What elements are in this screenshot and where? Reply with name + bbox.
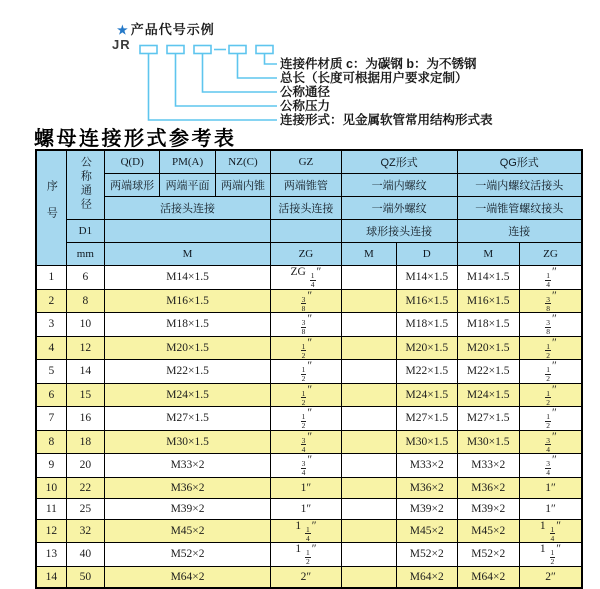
fraction: $\frac{3}{8}$ <box>546 294 550 313</box>
cell-m: M24×1.5 <box>104 383 270 407</box>
table-row <box>36 543 582 567</box>
cell-dn: 14 <box>66 360 104 384</box>
cell-dn: 8 <box>66 289 104 313</box>
cell-qg-zg: $\frac{3}{8}$ ″ <box>519 289 582 313</box>
header-gz-sub: 两端锥管 <box>271 174 342 197</box>
cell-seq: 11 <box>36 498 66 519</box>
code-box-2 <box>167 46 184 54</box>
fraction: $\frac{3}{8}$ <box>301 318 306 336</box>
fraction: $\frac{1}{2}$ <box>546 388 550 407</box>
header-d1: D1 <box>66 220 104 243</box>
table-row <box>36 266 582 290</box>
cell-qg-zg: $\frac{1}{2}$ ″ <box>519 407 582 431</box>
cell-qg-m: M24×1.5 <box>457 383 519 407</box>
cell-qg-m: M18×1.5 <box>457 313 519 337</box>
fraction: $\frac{3}{4}$ <box>546 459 550 477</box>
fraction: $\frac{1}{2}$ <box>550 548 555 566</box>
header-empty-m <box>104 220 270 243</box>
star-icon: ★ <box>117 23 129 37</box>
header-gz: GZ <box>271 150 342 174</box>
fraction: $\frac{1}{4}$ <box>310 271 315 289</box>
fraction: $\frac{1}{4}$ <box>550 524 555 543</box>
header-nominal-diameter <box>66 150 104 220</box>
cell-qg-zg: $\frac{1}{2}$ ″ <box>519 383 582 407</box>
header-zg: ZG <box>271 243 342 266</box>
table-row <box>36 407 582 431</box>
cell-zg: 1″ <box>271 498 342 519</box>
cell-m: M30×1.5 <box>104 430 270 454</box>
cell-qz-m <box>341 336 396 360</box>
fraction: $\frac{3}{4}$ <box>301 435 306 454</box>
cell-dn: 6 <box>66 266 104 290</box>
cell-qz-d: M39×2 <box>397 498 457 519</box>
header-pm: PM(A) <box>160 150 215 174</box>
cell-qg-zg: 1 $\frac{1}{4}$ ″ <box>519 519 582 543</box>
header-qg-sub1: 一端内螺纹活接头 <box>457 174 582 197</box>
leader-line-4 <box>176 54 278 107</box>
cell-qg-m: M33×2 <box>457 454 519 478</box>
header-seq <box>36 150 66 266</box>
cell-seq: 14 <box>36 566 66 588</box>
header-nominal-diameter-text: 公称通径 <box>79 155 92 212</box>
cell-m: M64×2 <box>104 566 270 588</box>
header-qg-sub2: 一端锥管螺纹接头 <box>457 197 582 220</box>
table-row <box>36 383 582 407</box>
header-q: Q(D) <box>104 150 159 174</box>
cell-qz-m <box>341 383 396 407</box>
cell-m: M14×1.5 <box>104 266 270 290</box>
fraction: $\frac{1}{2}$ <box>301 388 306 407</box>
cell-zg: $\frac{3}{8}$ ″ <box>271 289 342 313</box>
leader-line-5 <box>149 54 278 121</box>
cell-seq: 10 <box>36 477 66 498</box>
header-qz-sub1: 一端内螺纹 <box>341 174 457 197</box>
cell-qz-d: M14×1.5 <box>397 266 457 290</box>
header-empty-gz <box>271 220 342 243</box>
cell-qg-zg: $\frac{3}{4}$ ″ <box>519 430 582 454</box>
label-nominal-diameter: 公称通径 <box>280 84 331 99</box>
cell-dn: 50 <box>66 566 104 588</box>
header-nz-sub: 两端内锥 <box>215 174 270 197</box>
nut-connection-reference-table <box>35 149 583 589</box>
header-qz-m: M <box>341 243 396 266</box>
label-connection-form: 连接形式：见金属软管常用结构形式表 <box>280 112 493 127</box>
cell-zg: $\frac{1}{2}$ ″ <box>271 336 342 360</box>
header-qg-zg: ZG <box>519 243 582 266</box>
table-row <box>36 566 582 588</box>
cell-qg-zg: $\frac{3}{4}$ ″ <box>519 454 582 478</box>
cell-dn: 10 <box>66 313 104 337</box>
header-row-3 <box>36 197 582 220</box>
header-pm-sub: 两端平面 <box>160 174 215 197</box>
cell-zg: $\frac{1}{2}$ ″ <box>271 383 342 407</box>
fraction: $\frac{1}{4}$ <box>305 524 310 543</box>
cell-m: M18×1.5 <box>104 313 270 337</box>
cell-qz-m <box>341 266 396 290</box>
cell-qz-d: M45×2 <box>397 519 457 543</box>
cell-m: M20×1.5 <box>104 336 270 360</box>
cell-m: M16×1.5 <box>104 289 270 313</box>
leader-line-3 <box>203 54 278 93</box>
cell-seq: 12 <box>36 519 66 543</box>
cell-dn: 12 <box>66 336 104 360</box>
cell-qz-d: M52×2 <box>397 543 457 567</box>
cell-seq: 3 <box>36 313 66 337</box>
cell-seq: 9 <box>36 454 66 478</box>
code-box-4 <box>229 46 246 54</box>
cell-qg-zg: $\frac{1}{2}$ ″ <box>519 360 582 384</box>
header-qz-d: D <box>397 243 457 266</box>
cell-qg-zg: $\frac{3}{8}$ ″ <box>519 313 582 337</box>
cell-zg: $\frac{1}{2}$ ″ <box>271 360 342 384</box>
label-total-length: 总长（长度可根据用户要求定制） <box>280 70 468 85</box>
cell-seq: 8 <box>36 430 66 454</box>
fraction: $\frac{1}{2}$ <box>546 341 550 360</box>
cell-qz-m <box>341 289 396 313</box>
cell-qz-d: M33×2 <box>397 454 457 478</box>
cell-qg-zg: $\frac{1}{4}$ ″ <box>519 266 582 290</box>
header-qz-sub2: 一端外螺纹 <box>341 197 457 220</box>
cell-qz-d: M24×1.5 <box>397 383 457 407</box>
code-box-5 <box>256 46 273 54</box>
fraction: $\frac{3}{8}$ <box>301 294 306 313</box>
cell-qg-m: M45×2 <box>457 519 519 543</box>
cell-qg-zg: $\frac{1}{2}$ ″ <box>519 336 582 360</box>
fraction: $\frac{1}{2}$ <box>301 365 306 383</box>
cell-qz-d: M22×1.5 <box>397 360 457 384</box>
cell-m: M27×1.5 <box>104 407 270 431</box>
cell-zg: $\frac{1}{2}$ ″ <box>271 407 342 431</box>
header-row-1 <box>36 150 582 174</box>
table-row <box>36 336 582 360</box>
label-nominal-pressure: 公称压力 <box>280 98 331 113</box>
header-row-5 <box>36 243 582 266</box>
cell-m: M33×2 <box>104 454 270 478</box>
table-title: 螺母连接形式参考表 <box>34 128 237 150</box>
cell-zg: $\frac{3}{8}$ ″ <box>271 313 342 337</box>
cell-dn: 18 <box>66 430 104 454</box>
cell-qg-m: M30×1.5 <box>457 430 519 454</box>
header-row-4 <box>36 220 582 243</box>
label-connector-material: 连接件材质 c：为碳钢 b：为不锈钢 <box>280 56 477 71</box>
table-body <box>36 266 582 588</box>
table-row <box>36 289 582 313</box>
header-m: M <box>104 243 270 266</box>
header-qg-form: QG形式 <box>457 150 582 174</box>
cell-qz-d: M20×1.5 <box>397 336 457 360</box>
table-row <box>36 477 582 498</box>
cell-qz-d: M27×1.5 <box>397 407 457 431</box>
cell-qz-d: M30×1.5 <box>397 430 457 454</box>
cell-qz-m <box>341 566 396 588</box>
fraction: $\frac{3}{4}$ <box>301 459 306 477</box>
cell-qz-m <box>341 519 396 543</box>
cell-qz-m <box>341 360 396 384</box>
cell-qg-zg: 2″ <box>519 566 582 588</box>
fraction: $\frac{3}{8}$ <box>546 318 550 336</box>
cell-qg-m: M39×2 <box>457 498 519 519</box>
cell-m: M39×2 <box>104 498 270 519</box>
cell-dn: 40 <box>66 543 104 567</box>
cell-dn: 22 <box>66 477 104 498</box>
code-box-3 <box>194 46 211 54</box>
cell-qz-m <box>341 430 396 454</box>
cell-seq: 2 <box>36 289 66 313</box>
fraction: $\frac{1}{2}$ <box>546 365 550 383</box>
cell-qg-m: M20×1.5 <box>457 336 519 360</box>
cell-qg-m: M14×1.5 <box>457 266 519 290</box>
cell-m: M45×2 <box>104 519 270 543</box>
cell-qg-m: M22×1.5 <box>457 360 519 384</box>
header-qz-form: QZ形式 <box>341 150 457 174</box>
cell-m: M52×2 <box>104 543 270 567</box>
cell-qz-d: M36×2 <box>397 477 457 498</box>
header-qg-sub3: 连接 <box>457 220 582 243</box>
cell-zg: 1″ <box>271 477 342 498</box>
header-q-sub: 两端球形 <box>104 174 159 197</box>
cell-qz-m <box>341 407 396 431</box>
cell-dn: 32 <box>66 519 104 543</box>
header-seq-text: 序号 <box>45 179 58 234</box>
header-union-connect: 活接头连接 <box>104 197 270 220</box>
leader-line-2 <box>238 54 278 79</box>
cell-qg-m: M36×2 <box>457 477 519 498</box>
cell-dn: 16 <box>66 407 104 431</box>
cell-qz-m <box>341 477 396 498</box>
cell-qz-m <box>341 498 396 519</box>
cell-dn: 25 <box>66 498 104 519</box>
table-row <box>36 430 582 454</box>
cell-m: M22×1.5 <box>104 360 270 384</box>
cell-seq: 6 <box>36 383 66 407</box>
cell-qg-m: M64×2 <box>457 566 519 588</box>
cell-qg-m: M16×1.5 <box>457 289 519 313</box>
cell-dn: 20 <box>66 454 104 478</box>
product-code-example-text: 产品代号示例 <box>130 22 215 37</box>
cell-seq: 7 <box>36 407 66 431</box>
cell-qg-zg: 1″ <box>519 498 582 519</box>
table-row <box>36 313 582 337</box>
header-row-2 <box>36 174 582 197</box>
cell-dn: 15 <box>66 383 104 407</box>
cell-seq: 13 <box>36 543 66 567</box>
code-box-1 <box>140 46 157 54</box>
header-gz-union-connect: 活接头连接 <box>271 197 342 220</box>
leader-line-1 <box>265 54 278 65</box>
fraction: $\frac{3}{4}$ <box>546 435 550 454</box>
cell-qg-zg: 1 $\frac{1}{2}$ ″ <box>519 543 582 567</box>
cell-seq: 5 <box>36 360 66 384</box>
header-qg-m: M <box>457 243 519 266</box>
cell-qz-m <box>341 543 396 567</box>
cell-zg: ZG $\frac{1}{4}$ ″ <box>271 266 342 290</box>
table-row <box>36 498 582 519</box>
cell-qz-d: M16×1.5 <box>397 289 457 313</box>
cell-m: M36×2 <box>104 477 270 498</box>
cell-qz-m <box>341 454 396 478</box>
fraction: $\frac{1}{2}$ <box>305 548 310 566</box>
table-row <box>36 454 582 478</box>
cell-zg: 2″ <box>271 566 342 588</box>
cell-qg-m: M52×2 <box>457 543 519 567</box>
cell-zg: 1 $\frac{1}{4}$ ″ <box>271 519 342 543</box>
cell-zg: $\frac{3}{4}$ ″ <box>271 430 342 454</box>
header-nz: NZ(C) <box>215 150 270 174</box>
table-row <box>36 360 582 384</box>
fraction: $\frac{1}{2}$ <box>301 412 306 430</box>
cell-seq: 4 <box>36 336 66 360</box>
product-code-example-title <box>117 19 215 38</box>
cell-zg: $\frac{3}{4}$ ″ <box>271 454 342 478</box>
cell-qz-d: M64×2 <box>397 566 457 588</box>
cell-qg-m: M27×1.5 <box>457 407 519 431</box>
cell-qg-zg: 1″ <box>519 477 582 498</box>
fraction: $\frac{1}{4}$ <box>546 271 550 289</box>
cell-zg: 1 $\frac{1}{2}$ ″ <box>271 543 342 567</box>
fraction: $\frac{1}{2}$ <box>301 341 306 360</box>
code-prefix: JR <box>112 37 131 52</box>
cell-qz-d: M18×1.5 <box>397 313 457 337</box>
cell-qz-m <box>341 313 396 337</box>
table-row <box>36 519 582 543</box>
header-unit-mm: mm <box>66 243 104 266</box>
fraction: $\frac{1}{2}$ <box>546 412 550 430</box>
cell-seq: 1 <box>36 266 66 290</box>
header-qz-sub3: 球形接头连接 <box>341 220 457 243</box>
